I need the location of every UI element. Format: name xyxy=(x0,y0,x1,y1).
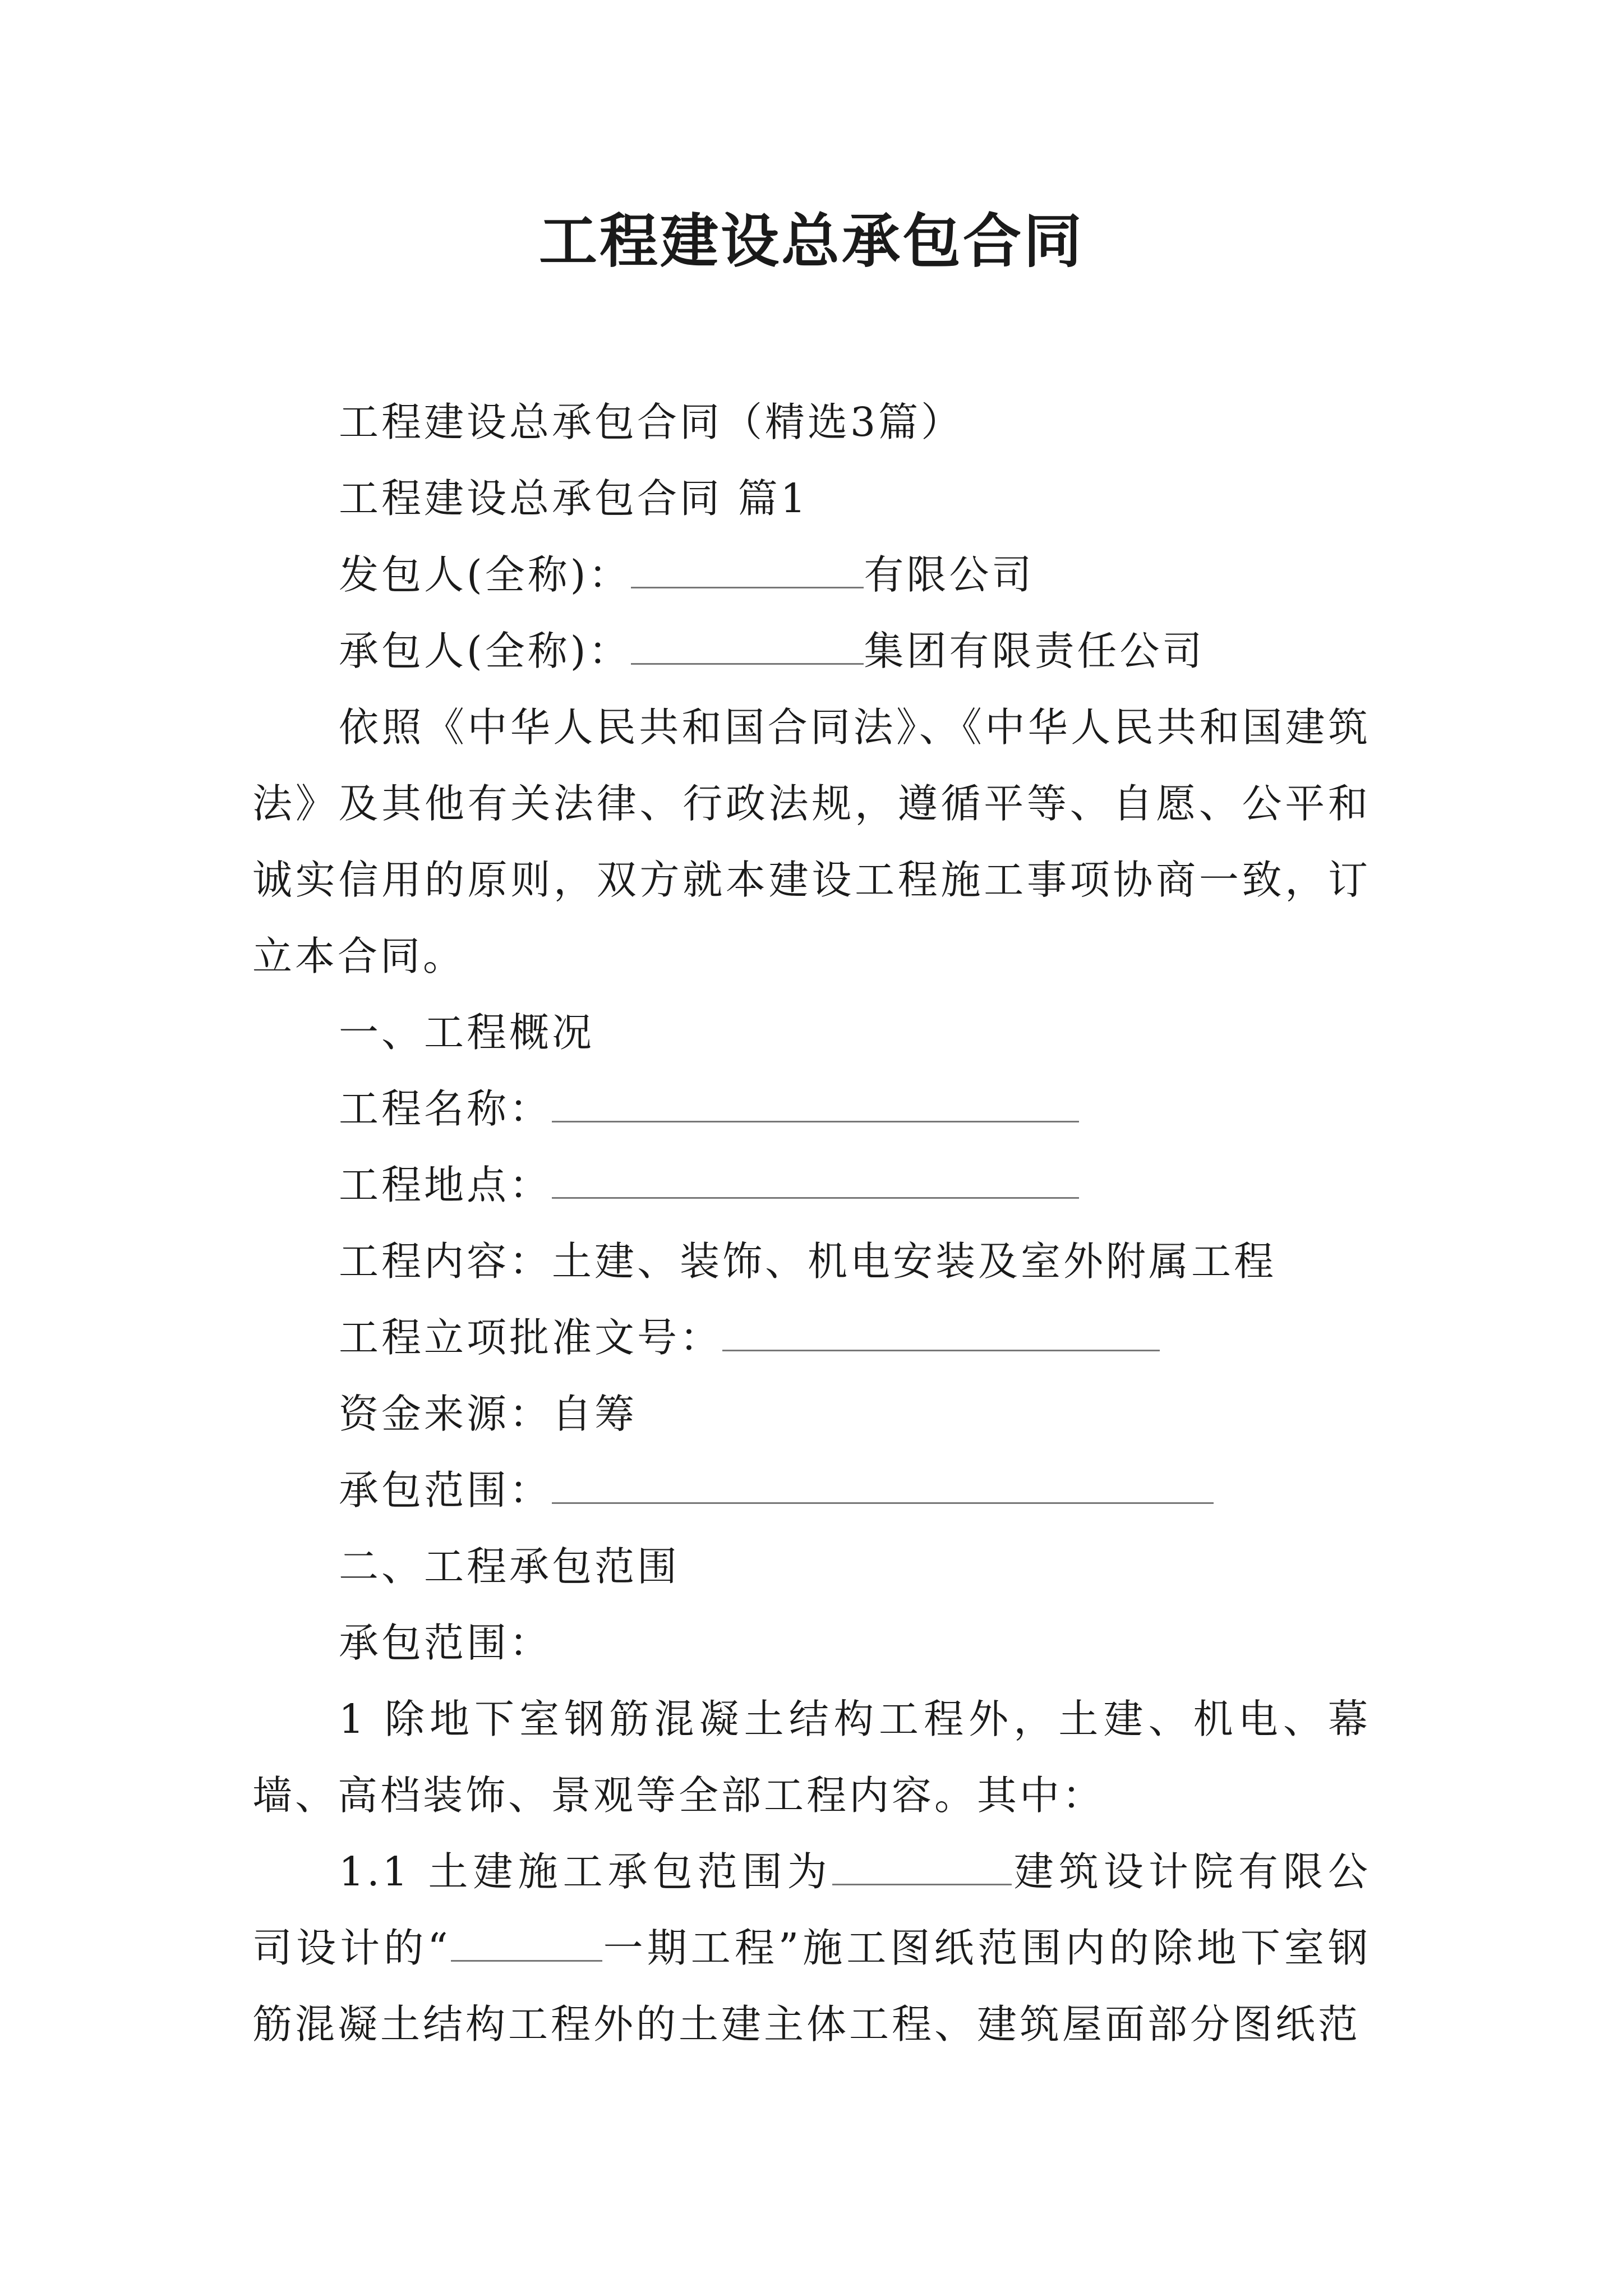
scope-line-1 xyxy=(252,1452,1371,1529)
approval-number-line xyxy=(252,1300,1371,1376)
approval-number-label: 工程立项批准文号： xyxy=(339,1314,723,1361)
section2-heading: 二、工程承包范围 xyxy=(339,1543,680,1590)
employer-label: 发包人(全称)： xyxy=(339,551,631,598)
employer-name-blank xyxy=(631,553,864,588)
document-body xyxy=(252,384,1371,2063)
project-name-line xyxy=(252,1071,1371,1147)
contractor-name-blank xyxy=(631,629,864,665)
item-1-1-paragraph xyxy=(252,1834,1371,2063)
scope-label-2: 承包范围： xyxy=(339,1619,552,1666)
item-1-1-part-c: 一期工程”施工图纸范围内的除地下室钢筋混凝土结构工程外的土建主体工程、建筑屋面部分图纸范 xyxy=(252,1925,1371,2047)
project-phase-blank xyxy=(451,1926,602,1962)
document-title: 工程建设总承包合同 xyxy=(538,207,1084,275)
item-1-paragraph: 1 除地下室钢筋混凝土结构工程外，土建、机电、幕墙、高档装饰、景观等全部工程内容。其中： xyxy=(252,1696,1371,1819)
preamble-paragraph: 依照《中华人民共和国合同法》、《中华人民共和国建筑法》及其他有关法律、行政法规，遵循平等、自愿、公平和诚实信用的原则，双方就本建设工程施工事项协商一致，订立本合同。 xyxy=(252,704,1371,979)
employer-suffix: 有限公司 xyxy=(864,551,1035,598)
employer-line xyxy=(252,537,1371,613)
part-heading: 工程建设总承包合同 篇1 xyxy=(339,475,809,522)
project-location-label: 工程地点： xyxy=(339,1162,552,1208)
section1-heading: 一、工程概况 xyxy=(339,1009,595,1056)
item-1-1-part-b: 建筑设计院有限公司设计的“ xyxy=(252,1848,1371,1971)
item-1-1-part-a: 1.1 土建施工承包范围为 xyxy=(339,1848,832,1895)
project-name-label: 工程名称： xyxy=(339,1085,552,1132)
subtitle: 工程建设总承包合同（精选3篇） xyxy=(339,399,964,445)
project-location-line xyxy=(252,1147,1371,1223)
funding-line: 资金来源：自筹 xyxy=(339,1391,638,1437)
approval-number-blank xyxy=(722,1316,1160,1351)
scope-blank xyxy=(552,1469,1214,1504)
scope-label-1: 承包范围： xyxy=(339,1467,552,1513)
project-location-blank xyxy=(552,1163,1079,1199)
contractor-label: 承包人(全称)： xyxy=(339,628,631,674)
contractor-suffix: 集团有限责任公司 xyxy=(864,628,1205,674)
project-name-blank xyxy=(552,1087,1079,1122)
design-institute-blank xyxy=(832,1850,1012,1885)
project-content-line: 工程内容：土建、装饰、机电安装及室外附属工程 xyxy=(339,1238,1277,1285)
contractor-line xyxy=(252,613,1371,689)
